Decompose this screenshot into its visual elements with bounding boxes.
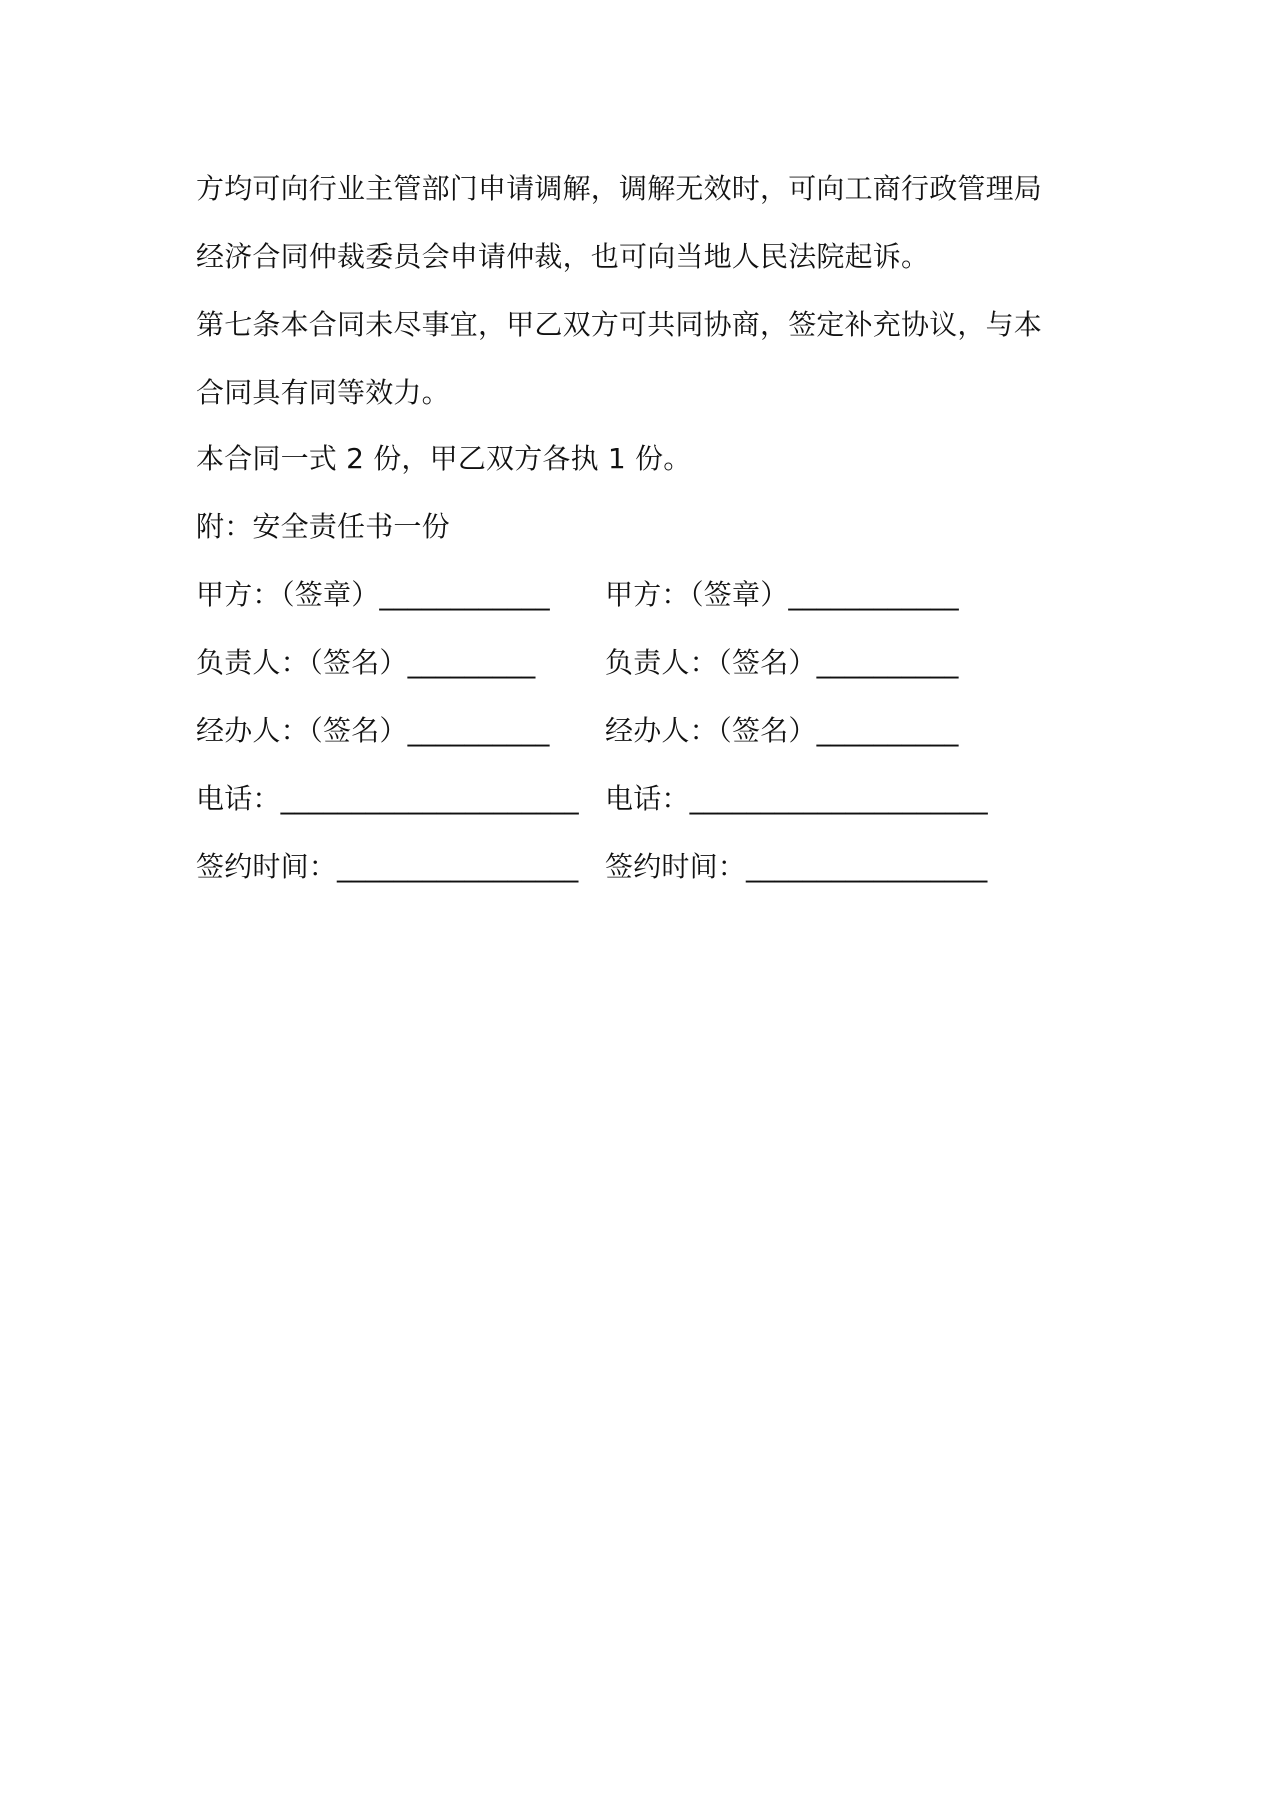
party-b-responsible-line: 负责人：（签名）__________: [605, 646, 959, 679]
paragraph-line-4: 合同具有同等效力。: [196, 376, 450, 409]
party-b-seal-line: 甲方：（签章）____________: [605, 578, 959, 611]
attachment-note: 附：安全责任书一份: [196, 510, 450, 543]
paragraph-line-1: 方均可向行业主管部门申请调解，调解无效时，可向工商行政管理局: [196, 172, 1043, 205]
party-b-handler-line: 经办人：（签名）__________: [605, 714, 959, 747]
party-a-responsible-line: 负责人：（签名）_________: [196, 646, 536, 679]
party-a-handler-line: 经办人：（签名）__________: [196, 714, 550, 747]
party-a-sign-date-line: 签约时间：_________________: [196, 850, 579, 883]
party-a-phone-line: 电话：_____________________: [196, 782, 579, 815]
party-b-phone-line: 电话：_____________________: [605, 782, 988, 815]
paragraph-line-5: 本合同一式 2 份，甲乙双方各执 1 份。: [196, 442, 692, 475]
party-b-sign-date-line: 签约时间：_________________: [605, 850, 988, 883]
party-a-seal-line: 甲方：（签章）____________: [196, 578, 550, 611]
paragraph-line-2: 经济合同仲裁委员会申请仲裁，也可向当地人民法院起诉。: [196, 240, 930, 273]
paragraph-line-3: 第七条本合同未尽事宜，甲乙双方可共同协商，签定补充协议，与本: [196, 308, 1043, 341]
